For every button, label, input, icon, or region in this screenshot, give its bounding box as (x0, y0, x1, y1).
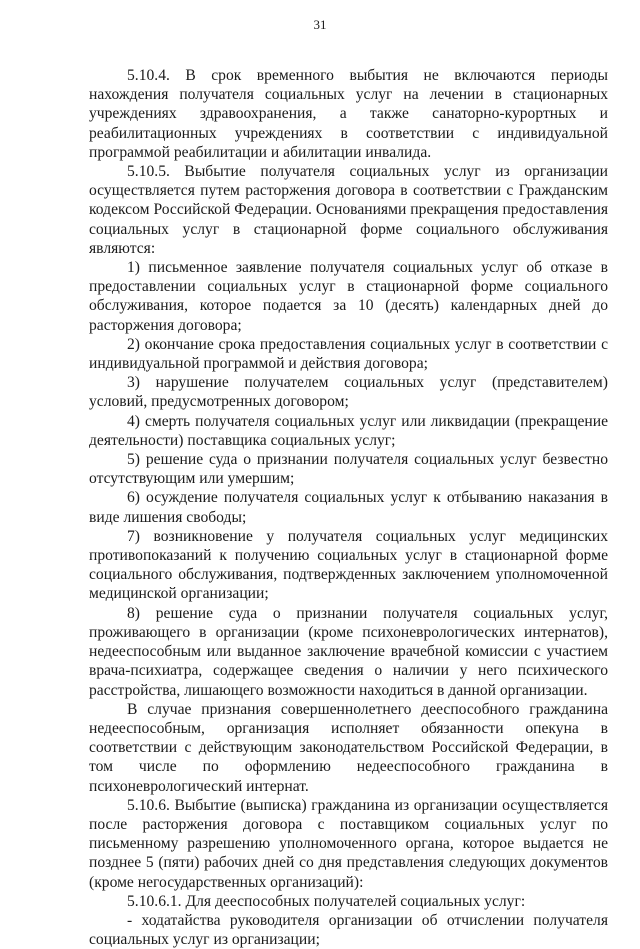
paragraph-incapacity: В случае признания совершеннолетнего дееспособного гражданина недееспособным, организация исполняет обязанности опекуна в соответствии с действующим законодательством Российской Федерации, в том числе по оформлению недееспособного гражданина в психоневрологический интернат. (89, 700, 608, 795)
list-item-dash-1: - ходатайства руководителя организации об отчислении получателя социальных услуг из организации; (89, 911, 608, 949)
paragraph-5-10-4: 5.10.4. В срок временного выбытия не включаются периоды нахождения получателя социальных услуг на лечении в стационарных учреждениях здравоохранения, а также санаторно-курортных и реабилитационных учреждениях в соответствии с индивидуальной программой реабилитации и абилитации инвалида. (89, 67, 608, 161)
list-item-6: 6) осуждение получателя социальных услуг к отбыванию наказания в виде лишения свободы; (89, 489, 608, 526)
paragraph-5-10-6: 5.10.6. Выбытие (выписка) гражданина из организации осуществляется после расторжения договора с поставщиком социальных услуг по письменному разрешению уполномоченного органа, которое выдается не позднее 5 (пяти) рабочих дней со дня представления следующих документов (кроме негосударственных организаций): (89, 796, 608, 891)
list-item-8: 8) решение суда о признании получателя социальных услуг, проживающего в организации (кроме психоневрологических интернатов), недееспособным или выданное заключение врачебной комиссии с участием врача-психиатра, содержащее сведения о наличии у него психического расстройства, лишающего возможности находиться в данной организации. (89, 604, 608, 699)
paragraph-5-10-5: 5.10.5. Выбытие получателя социальных услуг из организации осуществляется путем расторжения договора в соответствии с Гражданским кодексом Российской Федерации. Основаниями прекращения предоставления социальных услуг в стационарной форме социального обслуживания являются: (89, 163, 608, 257)
list-item-7: 7) возникновение у получателя социальных услуг медицинских противопоказаний к получению социальных услуг в стационарной форме социального обслуживания, подтвержденных заключением уполномоченной медицинской организации; (89, 527, 608, 603)
document-body (89, 66, 608, 949)
list-item-4: 4) смерть получателя социальных услуг или ликвидации (прекращение деятельности) поставщика социальных услуг; (89, 412, 608, 449)
list-item-1: 1) письменное заявление получателя социальных услуг об отказе в предоставлении социальных услуг в стационарной форме социального обслуживания, которое подается за 10 (десять) календарных дней до расторжения договора; (89, 259, 608, 334)
page-number: 31 (313, 17, 327, 32)
list-item-3: 3) нарушение получателем социальных услуг (представителем) условий, предусмотренных договором; (89, 374, 608, 411)
paragraph-5-10-6-1: 5.10.6.1. Для дееспособных получателей социальных услуг: (127, 892, 526, 910)
list-item-2: 2) окончание срока предоставления социальных услуг в соответствии с индивидуальной программой и действия договора; (89, 335, 608, 373)
list-item-5: 5) решение суда о признании получателя социальных услуг безвестно отсутствующим или умершим; (89, 451, 608, 488)
